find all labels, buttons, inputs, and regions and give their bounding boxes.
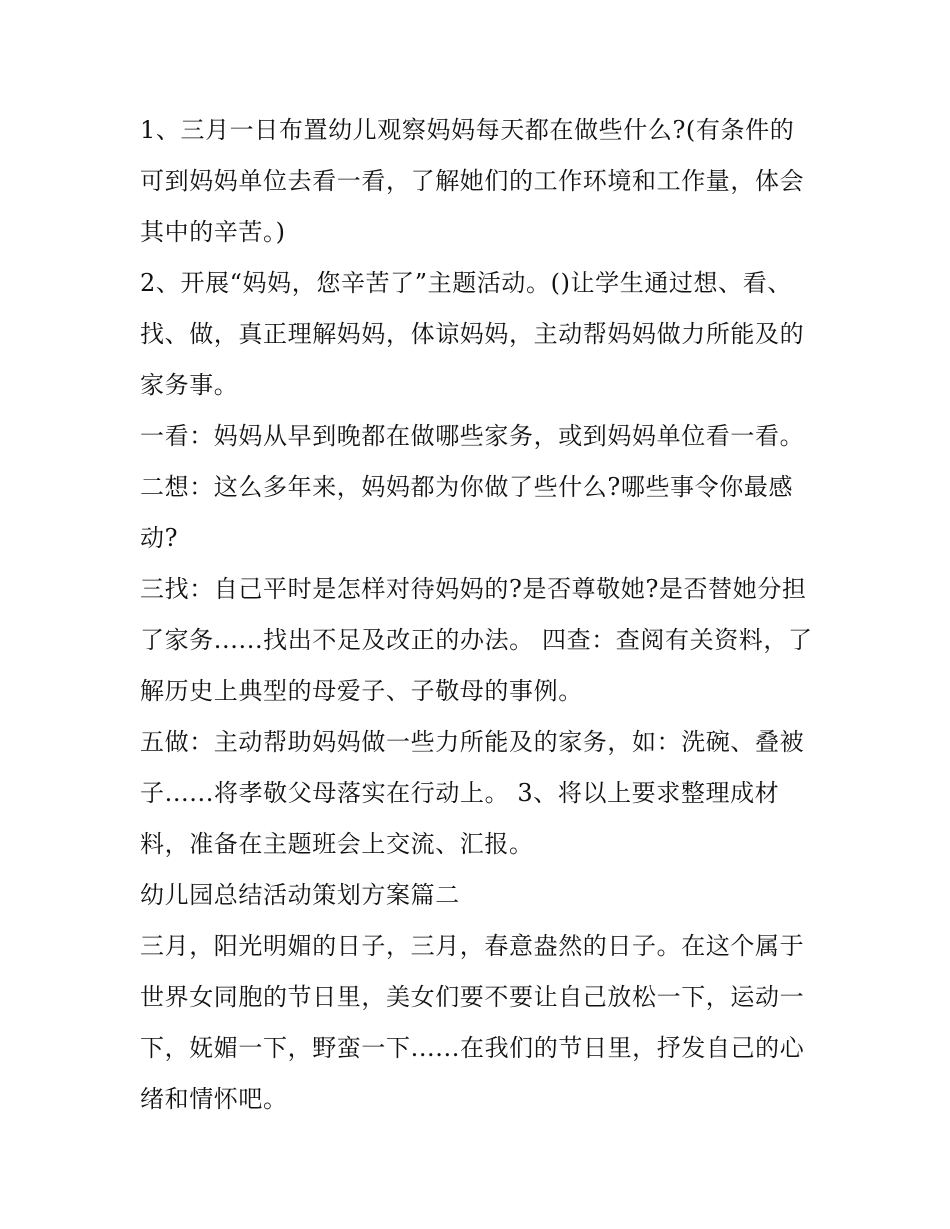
text-line: 其中的辛苦。) xyxy=(140,218,286,246)
text-line: 可到妈妈单位去看一看，了解她们的工作环境和工作量，体会 xyxy=(140,167,805,195)
text-line: 找、做，真正理解妈妈，体谅妈妈，主动帮妈妈做力所能及的 xyxy=(140,320,805,348)
text-line: 了家务......找出不足及改正的办法。 四查：查阅有关资料，了 xyxy=(140,626,813,654)
text-line: 世界女同胞的节日里，美女们要不要让自己放松一下，运动一 xyxy=(140,983,805,1011)
text-line: 五做：主动帮助妈妈做一些力所能及的家务，如：洗碗、叠被 xyxy=(140,728,805,756)
text-line: 一看：妈妈从早到晚都在做哪些家务，或到妈妈单位看一看。 xyxy=(140,422,805,450)
text-line: 料，准备在主题班会上交流、汇报。 xyxy=(140,830,534,858)
section-heading: 幼儿园总结活动策划方案篇二 xyxy=(140,881,460,909)
text-line: 子......将孝敬父母落实在行动上。 3、将以上要求整理成材 xyxy=(140,779,780,807)
text-line: 解历史上典型的母爱子、子敬母的事例。 xyxy=(140,677,583,705)
document-body xyxy=(140,105,820,1125)
text-line: 三月，阳光明媚的日子，三月，春意盎然的日子。在这个属于 xyxy=(140,932,805,960)
text-line: 三找：自己平时是怎样对待妈妈的?是否尊敬她?是否替她分担 xyxy=(140,575,807,603)
text-line: 绪和情怀吧。 xyxy=(140,1085,288,1113)
text-line: 1、三月一日布置幼儿观察妈妈每天都在做些什么?(有条件的 xyxy=(140,116,795,144)
text-line: 2、开展“妈妈，您辛苦了”主题活动。()让学生通过想、看、 xyxy=(140,269,792,297)
text-line: 下，妩媚一下，野蛮一下......在我们的节日里，抒发自己的心 xyxy=(140,1034,805,1062)
text-line: 家务事。 xyxy=(140,371,239,399)
text-line: 二想：这么多年来，妈妈都为你做了些什么?哪些事令你最感 xyxy=(140,473,794,501)
text-line: 动? xyxy=(140,524,179,552)
